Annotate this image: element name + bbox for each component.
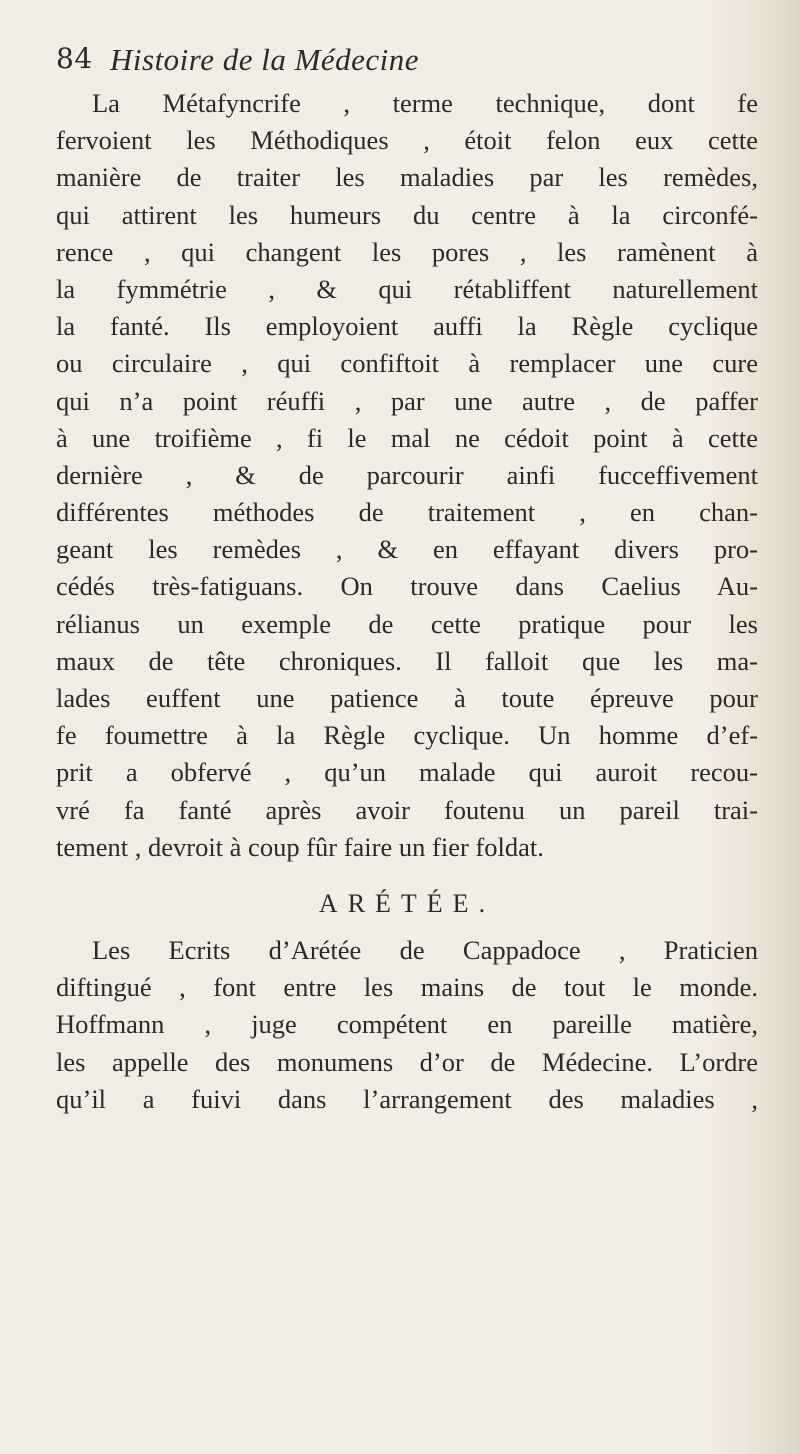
- text-line: qu’il a fuivi dans l’arrangement des maladies ,: [56, 1083, 758, 1114]
- section-heading: ARÉTÉE.: [318, 888, 496, 918]
- text-line: manière de traiter les maladies par les remèdes,: [56, 162, 758, 193]
- text-line: dernière , & de parcourir ainfi fucceffivement: [56, 459, 758, 490]
- text-line: ou circulaire , qui confiftoit à remplacer une cure: [56, 348, 758, 379]
- running-title: Histoire de la Médecine: [110, 42, 420, 77]
- page-number: 84: [56, 42, 93, 75]
- text-line: rélianus un exemple de cette pratique pour les: [56, 608, 758, 639]
- text-line: cédés très-fatiguans. On trouve dans Caelius Au-: [56, 571, 758, 602]
- text-line: geant les remèdes , & en effayant divers pro-: [56, 534, 758, 565]
- text-line: fe foumettre à la Règle cyclique. Un homme d’ef-: [56, 720, 758, 751]
- text-line: lades euffent une patience à toute épreuve pour: [56, 683, 758, 713]
- text-line: Hoffmann , juge compétent en pareille matière,: [56, 1009, 758, 1040]
- text-line: vré fa fanté après avoir foutenu un pareil trai-: [56, 794, 758, 825]
- text-line: fervoient les Méthodiques , étoit felon eux cette: [56, 125, 758, 156]
- body-text: [56, 85, 758, 1118]
- text-line: qui n’a point réuffi , par une autre , de paffer: [56, 385, 758, 416]
- paragraph-aretee: [56, 932, 758, 1118]
- text-line: les appelle des monumens d’or de Médecine. L’ordre: [56, 1046, 758, 1077]
- text-line: la fymmétrie , & qui rétabliffent naturellement: [56, 273, 758, 304]
- text-line: tement , devroit à coup fûr faire un fier foldat.: [56, 831, 544, 862]
- text-line: qui attirent les humeurs du centre à la circonfé-: [56, 199, 758, 230]
- text-line: La Métafyncrife , terme technique, dont fe: [92, 88, 758, 118]
- text-line: diftingué , font entre les mains de tout le monde.: [56, 972, 758, 1003]
- text-line: différentes méthodes de traitement , en chan-: [56, 497, 758, 528]
- text-line: maux de tête chroniques. Il falloit que les ma-: [56, 645, 758, 676]
- text-line: prit a obfervé , qu’un malade qui auroit recou-: [56, 757, 758, 788]
- text-line: à une troifième , fi le mal ne cédoit point à cette: [56, 422, 758, 453]
- text-line: la fanté. Ils employoient auffi la Règle cyclique: [56, 311, 758, 342]
- paragraph-metasyncrise: [56, 85, 758, 866]
- text-line: Les Ecrits d’Arétée de Cappadoce , Praticien: [92, 934, 758, 965]
- text-line: rence , qui changent les pores , les ramènent à: [56, 236, 758, 267]
